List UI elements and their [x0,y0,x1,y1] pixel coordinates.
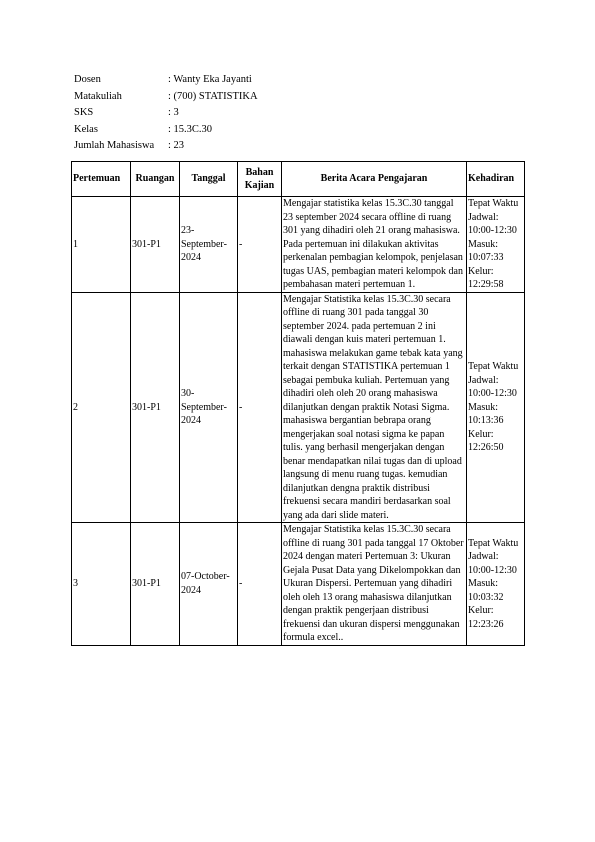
header-kehadiran: Kehadiran [467,162,525,197]
info-label: Dosen [74,74,101,85]
cell-tanggal: 23-September-2024 [180,197,238,293]
info-label: Jumlah Mahasiswa [74,140,155,151]
header-tanggal: Tanggal [180,162,238,197]
cell-pertemuan: 3 [72,523,131,646]
header-ruangan: Ruangan [131,162,180,197]
info-label: SKS [74,107,94,118]
info-row-matakuliah [74,89,258,106]
header-berita-acara: Berita Acara Pengajaran [282,162,467,197]
info-label: Kelas [74,123,98,135]
cell-ruangan: 301-P1 [131,523,180,646]
cell-tanggal: 07-October-2024 [180,523,238,646]
cell-ruangan: 301-P1 [131,292,180,523]
cell-pertemuan: 2 [72,292,131,523]
course-info [74,72,258,155]
table-row [72,523,525,646]
cell-berita-acara: Mengajar Statistika kelas 15.3C.30 secara offline di ruang 301 pada tanggal 30 september 2024. pada pertemuan 2 ini diawali dengan kuis materi pertemuan 1. mahasiswa melakukan game tebak kata yang terkait dengan STATISTIKA pertemuan 1 sebagai pembuka kuliah. Pertemuan yang dihadiri oleh oleh 20 orang mahasiswa dilanjutkan dengan praktik Notasi Sigma. mahasiswa bergantian bebrapa orang mengerjakan soal notasi sigma ke papan tulis. yang berhasil mengerjakan dengan benar mendapatkan nilai tugas dan di upload langsung di menu ruang tugas. kemudian dilanjutkan dengna praktik distribusi frekuensi secara mandiri berdasarkan soal yang ada dari slide materi. [282,292,467,523]
cell-berita-acara: Mengajar statistika kelas 15.3C.30 tanggal 23 september 2024 secara offline di ruang 301 yang dihadiri oleh 21 orang mahasiswa. Pada pertemuan ini dilakukan aktivitas perkenalan pembagian kelompok, penjelasan tugas UAS, pembagian materi kelompok dan pembahasan materi pertemuan 1. [282,197,467,293]
cell-kehadiran: Tepat Waktu Jadwal: 10:00-12:30 Masuk: 10:03:32 Kelur: 12:23:26 [467,523,525,646]
header-pertemuan: Pertemuan [72,162,131,197]
cell-ruangan: 301-P1 [131,197,180,293]
info-value: : 3 [168,107,179,118]
cell-kehadiran: Tepat Waktu Jadwal: 10:00-12:30 Masuk: 10:07:33 Kelur: 12:29:58 [467,197,525,293]
info-value: : (700) STATISTIKA [168,90,258,102]
table-row [72,292,525,523]
header-bahan-kajian: Bahan Kajian [238,162,282,197]
cell-bahan-kajian: - [238,197,282,293]
info-value: : 23 [168,140,185,151]
cell-kehadiran: Tepat Waktu Jadwal: 10:00-12:30 Masuk: 10:13:36 Kelur: 12:26:50 [467,292,525,523]
cell-pertemuan: 1 [72,197,131,293]
table-header-row [72,162,525,197]
info-row-jumlah-mahasiswa [74,138,258,155]
info-row-kelas [74,122,258,139]
info-row-sks [74,105,258,122]
info-label: Matakuliah [74,90,122,102]
cell-bahan-kajian: - [238,292,282,523]
info-row-dosen [74,72,258,89]
cell-berita-acara: Mengajar Statistika kelas 15.3C.30 secara offline di ruang 301 pada tanggal 17 Oktober 2024 dengan materi Pertemuan 3: Ukuran Gejala Pusat Data yang Dikelompokkan dan Ukuran Dispersi. Pertemuan yang dihadiri oleh oleh 13 orang mahasiswa dilanjutkan dengan praktik pengerjaan distribusi frekuensi dan ukuran dispersi menggunakan formula excel.. [282,523,467,646]
cell-bahan-kajian: - [238,523,282,646]
info-value: : 15.3C.30 [168,123,213,135]
info-value: : Wanty Eka Jayanti [168,74,252,85]
table-row [72,197,525,293]
attendance-table [71,161,525,646]
cell-tanggal: 30-September-2024 [180,292,238,523]
